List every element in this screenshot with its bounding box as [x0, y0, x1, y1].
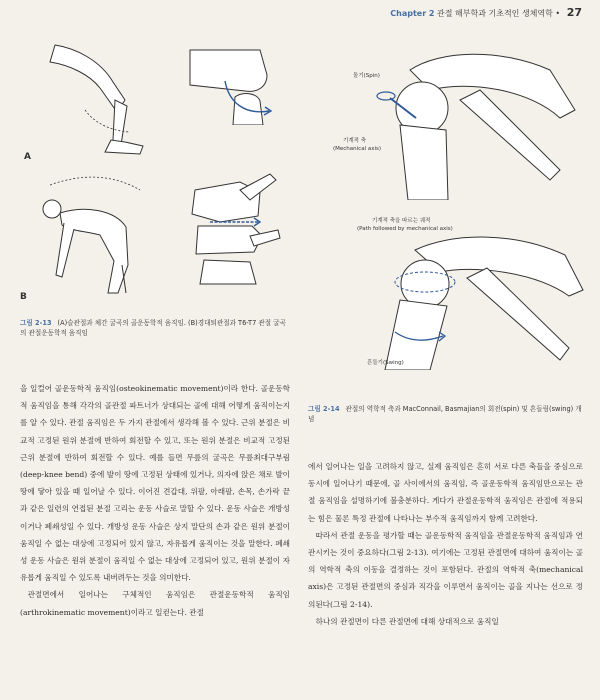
figure-13-panel-b-label: B	[20, 292, 27, 302]
figure-14-path-label-en: (Path followed by mechanical axis)	[357, 226, 453, 232]
figure-13-caption	[20, 318, 290, 338]
figure-13-caption-number: 그림 2-13	[20, 319, 52, 327]
chapter-title: 관절 해부학과 기초적인 생체역학	[437, 9, 553, 18]
chapter-label: Chapter 2	[390, 9, 435, 18]
body-left-column	[20, 380, 290, 621]
figure-14-shoulder-bottom-illustration	[355, 220, 590, 370]
page-number: 27	[566, 6, 582, 19]
body-right-column	[308, 458, 583, 630]
figure-14-swing-label: 흔들기(Swing)	[367, 360, 404, 366]
figure-14-shoulder-top-illustration	[350, 40, 590, 200]
figure-14-path-label-ko: 기계적 축을 따르는 궤적	[372, 218, 431, 224]
figure-13-caption-text: (A)슬관절과 체간 굴곡의 골운동학적 움직임. (B)경대퇴관절과 T6-T7 관절 굴곡의 관절운동학적 움직임	[20, 319, 286, 337]
body-right-paragraph-3: 하나의 관절면이 다른 관절면에 대해 상대적으로 움직일	[315, 616, 499, 626]
figure-13-panel-a-label: A	[24, 152, 31, 162]
figure-14-caption	[308, 404, 583, 424]
body-right-paragraph-2: 따라서 관절 운동을 평가할 때는 골운동학적 움직임을 관절운동학적 움직임과 연관시키는 것이 중요하다(그림 2-13). 여기에는 고정된 관절면에 대하여 움직이는 골의 역학적 축의 이동을 결정하는 것이 포함된다. 관절의 역학적 축(mechanical axis)은 고정된 관절면의 중심과 직각을 이루면서 움직이는 골을 지나는 선으로 정의된다(그림 2-14).	[308, 530, 583, 609]
figure-13b-trunk-illustration	[30, 165, 160, 295]
body-left-paragraph-1: 을 일컬어 골운동학적 움직임(osteokinematic movement)이라 한다. 골운동학적 움직임을 통해 각각의 골관절 파트너가 상대되는 골에 대해 어떻게 움직이는지를 알 수 있다. 관절 움직임은 두 가지 관절에서 생각해 볼 수 있다. 근위 분절은 비교적 고정된 원위 분절에 반하여 회전할 수 있고, 또는 원위 분절은 비교적 고정된 근위 분절에 반하여 회전할 수 있다. 예를 들면 무릎의 굴곡은 무릎최대구부림(deep-knee bend) 중에 발이 땅에 고정된 상태에 있거나, 의자에 앉은 채로 발이 땅에 닿아 있을 때 일어날 수 있다. 이어진 견갑대, 위팔, 아래팔, 손목, 손가락 끝과 같은 일련의 연접된 분절 고리는 운동 사슬로 말할 수 있다. 운동 사슬은 개방성이거나 폐쇄성일 수 있다. 개방성 운동 사슬은 상지 말단의 손과 같은 원위 분절이 움직일 수 없는 대상에 고정되어 있지 않고, 자유롭게 움직이는 것을 말한다. 폐쇄성 운동 사슬은 원위 분절이 움직일 수 없는 대상에 고정되어 있고, 원위 분절이 자유롭게 움직일 수 있도록 내버려두는 것을 의미한다.	[20, 384, 290, 583]
figure-14-caption-text: 관절의 역학적 축과 MacConnail, Basmajian의 회전(spin) 및 흔들림(swing) 개념	[308, 405, 582, 423]
body-left-paragraph-2: 관절면에서 일어나는 구체적인 움직임은 관절운동학적 움직임(arthrokinematic movement)이라고 일컫는다. 관절	[20, 590, 290, 617]
header-bullet: •	[555, 9, 561, 18]
figure-14-caption-number: 그림 2-14	[308, 405, 340, 413]
figure-14-mechanical-axis-label-ko: 기계적 축	[343, 138, 367, 144]
body-right-paragraph-1: 에서 일어나는 일을 고려하지 않고, 실제 움직임은 흔히 서로 다른 축들을 중심으로 동시에 일어나기 때문에, 골 사이에서의 움직임, 즉 골운동학적 움직임만으로는 관절 움직임을 설명하기에 불충분하다. 게다가 관절운동학적 움직임은 관절에 적용되는 힘은 물론 특정 관절에 나타나는 부수적 움직임까지 함께 고려한다.	[308, 462, 583, 523]
figure-14-mechanical-axis-label-en: (Mechanical axis)	[333, 146, 382, 152]
figure-14-spin-label: 돌기(Spin)	[353, 73, 380, 79]
figure-13a-knee-illustration	[45, 40, 165, 160]
figure-13a-knee-joint-detail	[185, 45, 285, 125]
running-header	[390, 6, 582, 19]
figure-13b-spine-detail	[180, 170, 285, 290]
